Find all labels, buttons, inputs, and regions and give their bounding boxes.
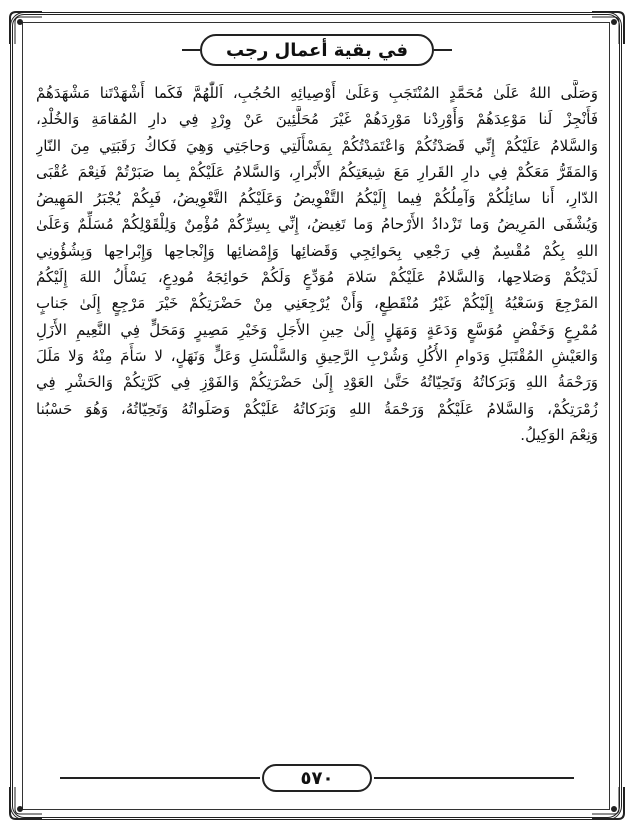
running-header xyxy=(200,34,434,66)
text-line: لَدَيْكُمْ وَصَلاحِها، وَالسَّلامُ عَلَيْكُمْ سَلامَ مُوَدِّعٍ وَلَكُمْ حَوائِجَهُ مُودِعٍ، يَسْأَلُ اللهَ إِلَيْكُمُ xyxy=(36,268,598,287)
corner-ornament-icon xyxy=(588,783,628,823)
footer-rule xyxy=(60,777,260,779)
text-line: الدّارِ، أَنا سائِلُكُمْ وَآمِلُكُمْ فِيما إِلَيْكُمُ التَّفْوِيضُ وَعَلَيْكُمُ التَّعْوِيضُ، فَبِكُمْ يُجْبَرُ المَهِيضُ xyxy=(36,189,598,208)
page-number-badge xyxy=(262,764,372,792)
text-line: مُمْرِعٍ وَخَفْضٍ مُوَسَّعٍ وَدَعَةٍ وَمَهَلٍ إِلَىٰ حِينِ الأَجَلِ وَخَيْرِ مَصِيرٍ وَمَحَلٍّ فِي النَّعِيمِ الأَزَلِ xyxy=(36,320,598,339)
text-line: فَأَنْجِزْ لَنا مَوْعِدَهُمْ وَأَوْرِدْنا مَوْرِدَهُمْ غَيْرَ مُحَلَّئِينَ عَنْ وِرْدٍ فِي دارِ المُقامَةِ وَالخُلْدِ، xyxy=(36,110,598,129)
text-line: وَالعَيْشِ المُقْتَبَلِ وَدَوامِ الأُكُلِ وَشُرْبِ الرَّحِيقِ وَالسَّلْسَلِ وَعَلٍّ وَنَهَلٍ، لا سَأَمَ مِنْهُ وَلا مَلَلَ xyxy=(36,346,598,365)
text-line: وَالمَقَرُّ مَعَكُمْ فِي دارِ القَرارِ مَعَ شِيعَتِكُمُ الأَبْرارِ، وَالسَّلامُ عَلَيْكُمْ بِما صَبَرْتُمْ فَنِعْمَ عُقْبَى xyxy=(36,162,598,181)
footer-rule xyxy=(374,777,574,779)
page-title: في بقية أعمال رجب xyxy=(225,39,409,61)
text-line: زُمْرَتِكُمْ، وَالسَّلامُ عَلَيْكُمْ وَرَحْمَةُ اللهِ وَبَرَكاتُهُ عَلَيْكُمْ وَصَلَواتُهُ وَتَحِيّاتُهُ، وَهُوَ حَسْبُنا xyxy=(36,399,598,418)
prayer-text xyxy=(36,80,598,448)
text-line: وَصَلَّى اللهُ عَلَىٰ مُحَمَّدٍ المُنْتَجَبِ وَعَلَىٰ أَوْصِيائِهِ الحُجُبِ، اَللّٰهُمَّ فَكَما أَشْهَدْتَنا مَشْهَدَهُمْ xyxy=(36,84,598,102)
text-line: وَرَحْمَةُ اللهِ وَبَرَكاتُهُ وَتَحِيّاتُهُ حَتَّىٰ العَوْدِ إِلَىٰ حَضْرَتِكُمْ وَالفَوْزِ فِي كَرَّتِكُمْ وَالحَشْرِ فِي xyxy=(36,373,598,392)
text-line: وَنِعْمَ الوَكِيلُ. xyxy=(520,425,598,444)
text-line: المَرْجِعَ وَسَعْيُهُ إِلَيْكُمْ غَيْرُ مُنْقَطِعٍ، وَأَنْ يُرْجِعَنِي مِنْ حَضْرَتِكُمْ خَيْرَ مَرْجِعٍ إِلَىٰ جَنابٍ xyxy=(36,294,598,313)
text-line: وَيُشْفَى المَرِيضُ وَما تَزْدادُ الأَرْحامُ وَما تَغِيضُ، إِنِّي بِسِرِّكُمْ مُؤْمِنٌ وَلِلْقَوْلِكُمْ مُسَلِّمٌ وَعَلَىٰ xyxy=(36,215,598,234)
page-number: ٥٧٠ xyxy=(300,767,334,789)
corner-ornament-icon xyxy=(588,8,628,48)
corner-ornament-icon xyxy=(6,8,46,48)
text-line: وَالسَّلامُ عَلَيْكُمْ إِنِّي قَصَدْتُكُمْ وَاعْتَمَدْتُكُمْ بِمَسْأَلَتِي وَحاجَتِي وَهِيَ فَكاكُ رَقَبَتِي مِنَ النّارِ xyxy=(36,136,598,155)
text-line: اللهِ بِكُمْ مُقْسِمٌ فِي رَجْعِي بِحَوائِجِي وَقَضائِها وَإِمْضائِها وَإِنْجاحِها وَإِبْراحِها وَبِشُؤُونِي xyxy=(36,241,598,260)
corner-ornament-icon xyxy=(6,783,46,823)
